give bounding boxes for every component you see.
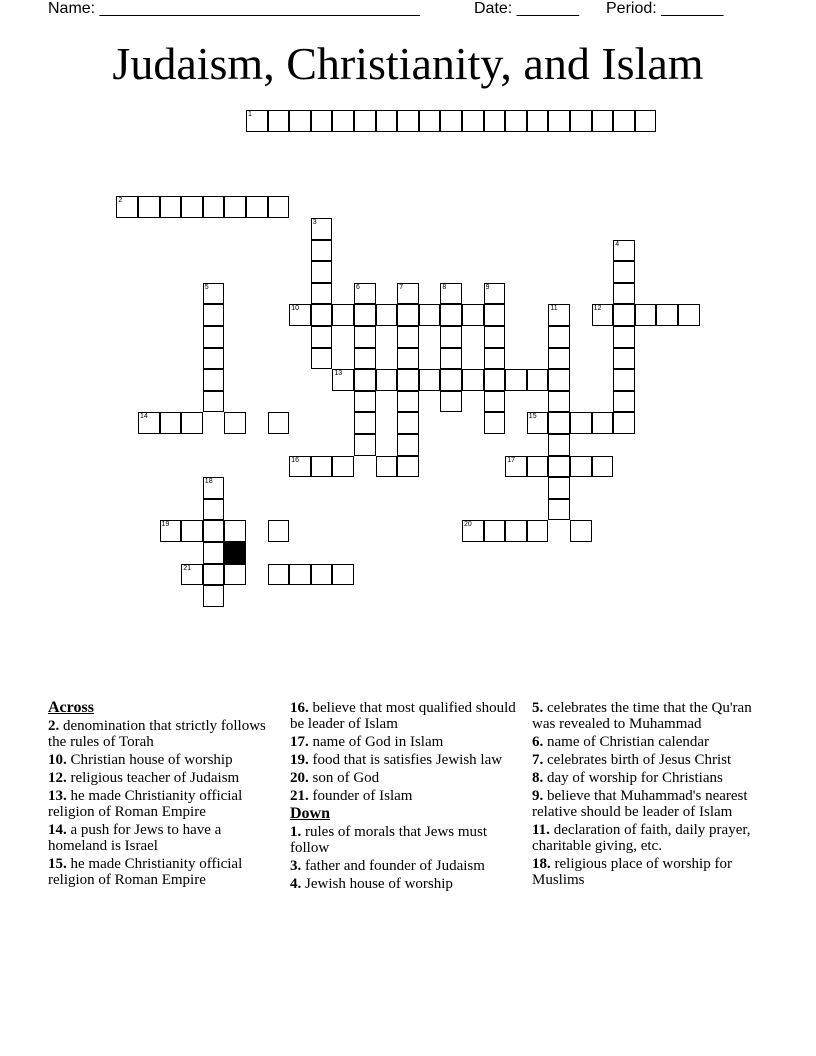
period-field[interactable]: Period: _______ <box>606 0 724 17</box>
grid-cell[interactable] <box>462 369 484 391</box>
grid-cell[interactable] <box>289 456 311 478</box>
clue-number: 16. <box>290 700 309 716</box>
grid-cell[interactable] <box>548 391 570 413</box>
grid-cell[interactable] <box>462 110 484 132</box>
clue-text: Christian house of worship <box>70 752 233 768</box>
grid-cell[interactable] <box>548 412 570 434</box>
grid-cell[interactable] <box>181 412 203 434</box>
grid-cell[interactable] <box>635 304 657 326</box>
clue-number: 21. <box>290 788 309 804</box>
clue-number: 18. <box>532 856 551 872</box>
grid-cell[interactable] <box>203 369 225 391</box>
across-clue <box>48 718 278 750</box>
cell-number: 5 <box>204 283 209 291</box>
grid-cell[interactable] <box>311 304 333 326</box>
grid-cell[interactable] <box>527 369 549 391</box>
black-cell <box>224 542 246 564</box>
down-clue <box>532 700 772 732</box>
clue-text: day of worship for Christians <box>547 770 723 786</box>
grid-cell[interactable] <box>527 456 549 478</box>
cell-number: 15 <box>528 413 537 421</box>
grid-cell[interactable] <box>440 348 462 370</box>
clue-text: name of Christian calendar <box>547 734 710 750</box>
grid-cell[interactable] <box>311 218 333 240</box>
down-clue <box>532 856 772 888</box>
grid-cell[interactable] <box>311 456 333 478</box>
cell-number: 10 <box>291 305 299 313</box>
cell-number: 17 <box>507 456 515 464</box>
grid-cell[interactable] <box>224 412 246 434</box>
cell-number: 19 <box>161 521 170 529</box>
date-field[interactable]: Date: _______ <box>474 0 579 17</box>
clue-number: 13. <box>48 788 67 804</box>
across-heading: Across <box>48 699 94 716</box>
clue-text: religious place of worship for Muslims <box>532 856 732 888</box>
clue-number: 12. <box>48 770 67 786</box>
grid-cell[interactable] <box>527 520 549 542</box>
grid-cell[interactable] <box>397 412 419 434</box>
grid-cell[interactable] <box>484 369 506 391</box>
grid-cell[interactable] <box>548 348 570 370</box>
grid-cell[interactable] <box>462 520 484 542</box>
grid-cell[interactable] <box>613 261 635 283</box>
grid-cell[interactable] <box>289 564 311 586</box>
cell-number: 14 <box>140 413 148 421</box>
cell-number: 21 <box>183 564 191 572</box>
grid-cell[interactable] <box>203 477 225 499</box>
clue-number: 10. <box>48 752 67 768</box>
cell-number: 11 <box>550 305 558 313</box>
clue-text: a push for Jews to have a homeland is Israel <box>48 822 222 854</box>
across-clue <box>48 752 278 768</box>
grid-cell[interactable] <box>397 304 419 326</box>
grid-cell[interactable] <box>116 196 138 218</box>
clue-number: 4. <box>290 876 302 892</box>
grid-cell[interactable] <box>311 110 333 132</box>
grid-cell[interactable] <box>484 520 506 542</box>
grid-cell[interactable] <box>376 304 398 326</box>
grid-cell[interactable] <box>613 412 635 434</box>
grid-cell[interactable] <box>203 542 225 564</box>
down-heading: Down <box>290 805 331 822</box>
grid-cell[interactable] <box>505 369 527 391</box>
down-clue <box>532 752 772 768</box>
down-clue <box>290 824 520 856</box>
grid-cell[interactable] <box>268 196 290 218</box>
cell-number: 20 <box>464 521 472 529</box>
grid-cell[interactable] <box>484 304 506 326</box>
across-clue <box>48 856 278 888</box>
grid-cell[interactable] <box>548 326 570 348</box>
grid-cell[interactable] <box>613 348 635 370</box>
grid-cell[interactable] <box>332 456 354 478</box>
clues-column-2 <box>290 700 520 894</box>
across-clue <box>48 770 278 786</box>
grid-cell[interactable] <box>203 326 225 348</box>
grid-cell[interactable] <box>419 110 441 132</box>
grid-cell[interactable] <box>440 283 462 305</box>
grid-cell[interactable] <box>203 304 225 326</box>
grid-cell[interactable] <box>289 110 311 132</box>
clue-text: he made Christianity official religion of Roman Empire <box>48 788 243 820</box>
clue-text: rules of morals that Jews must follow <box>290 824 488 856</box>
grid-cell[interactable] <box>311 283 333 305</box>
grid-cell[interactable] <box>548 369 570 391</box>
grid-cell[interactable] <box>548 456 570 478</box>
grid-cell[interactable] <box>311 564 333 586</box>
grid-cell[interactable] <box>354 348 376 370</box>
grid-cell[interactable] <box>440 391 462 413</box>
grid-cell[interactable] <box>203 391 225 413</box>
down-clue <box>532 734 772 750</box>
grid-cell[interactable] <box>505 110 527 132</box>
clues-column-3 <box>532 700 772 890</box>
grid-cell[interactable] <box>397 369 419 391</box>
clue-number: 2. <box>48 718 60 734</box>
grid-cell[interactable] <box>397 434 419 456</box>
grid-cell[interactable] <box>181 196 203 218</box>
grid-cell[interactable] <box>397 391 419 413</box>
across-clue <box>48 788 278 820</box>
grid-cell[interactable] <box>160 412 182 434</box>
clues-column-1 <box>48 700 278 890</box>
grid-cell[interactable] <box>613 240 635 262</box>
grid-cell[interactable] <box>484 412 506 434</box>
grid-cell[interactable] <box>332 369 354 391</box>
grid-cell[interactable] <box>440 304 462 326</box>
grid-cell[interactable] <box>224 520 246 542</box>
grid-cell[interactable] <box>332 110 354 132</box>
down-clue <box>532 822 772 854</box>
grid-cell[interactable] <box>484 348 506 370</box>
clue-number: 19. <box>290 752 309 768</box>
grid-cell[interactable] <box>548 110 570 132</box>
cell-number: 2 <box>118 197 123 205</box>
grid-cell[interactable] <box>332 304 354 326</box>
grid-cell[interactable] <box>203 564 225 586</box>
page-title: Judaism, Christianity, and Islam <box>112 38 704 89</box>
grid-cell[interactable] <box>570 412 592 434</box>
grid-cell[interactable] <box>484 110 506 132</box>
grid-cell[interactable] <box>505 520 527 542</box>
grid-cell[interactable] <box>613 369 635 391</box>
grid-cell[interactable] <box>613 304 635 326</box>
grid-cell[interactable] <box>376 110 398 132</box>
cell-number: 7 <box>399 283 404 291</box>
cell-number: 1 <box>248 111 252 118</box>
grid-cell[interactable] <box>613 283 635 305</box>
grid-cell[interactable] <box>678 304 700 326</box>
grid-cell[interactable] <box>203 348 225 370</box>
grid-cell[interactable] <box>181 520 203 542</box>
clue-text: believe that most qualified should be leader of Islam <box>290 700 516 732</box>
across-clue <box>290 752 520 768</box>
grid-cell[interactable] <box>181 564 203 586</box>
down-clue <box>532 788 772 820</box>
clue-number: 7. <box>532 752 544 768</box>
clue-number: 5. <box>532 700 544 716</box>
grid-cell[interactable] <box>548 477 570 499</box>
grid-cell[interactable] <box>224 196 246 218</box>
down-clue <box>290 876 520 892</box>
clue-number: 14. <box>48 822 67 838</box>
grid-cell[interactable] <box>419 369 441 391</box>
grid-cell[interactable] <box>376 369 398 391</box>
grid-cell[interactable] <box>203 283 225 305</box>
cell-number: 12 <box>593 305 602 313</box>
grid-cell[interactable] <box>268 520 290 542</box>
clue-text: food that is satisfies Jewish law <box>312 752 503 768</box>
clue-number: 8. <box>532 770 544 786</box>
grid-cell[interactable] <box>311 240 333 262</box>
grid-cell[interactable] <box>203 196 225 218</box>
grid-cell[interactable] <box>419 304 441 326</box>
grid-cell[interactable] <box>203 499 225 521</box>
grid-cell[interactable] <box>484 326 506 348</box>
clue-number: 3. <box>290 858 302 874</box>
grid-cell[interactable] <box>462 304 484 326</box>
clue-number: 6. <box>532 734 544 750</box>
grid-cell[interactable] <box>160 196 182 218</box>
grid-cell[interactable] <box>354 283 376 305</box>
grid-cell[interactable] <box>613 391 635 413</box>
grid-cell[interactable] <box>548 499 570 521</box>
clue-text: son of God <box>312 770 380 786</box>
grid-cell[interactable] <box>548 304 570 326</box>
cell-number: 13 <box>334 370 343 378</box>
clue-text: he made Christianity official religion of Roman Empire <box>48 856 243 888</box>
across-clue <box>290 788 520 804</box>
grid-cell[interactable] <box>397 348 419 370</box>
grid-cell[interactable] <box>311 348 333 370</box>
cell-number: 8 <box>442 283 447 291</box>
cell-number: 4 <box>615 240 620 248</box>
grid-cell[interactable] <box>160 520 182 542</box>
grid-cell[interactable] <box>224 564 246 586</box>
cell-number: 18 <box>204 478 213 486</box>
grid-cell[interactable] <box>311 261 333 283</box>
grid-cell[interactable] <box>505 456 527 478</box>
clue-number: 1. <box>290 824 302 840</box>
grid-cell[interactable] <box>635 110 657 132</box>
grid-cell[interactable] <box>440 110 462 132</box>
clue-number: 11. <box>532 822 550 838</box>
grid-cell[interactable] <box>592 304 614 326</box>
grid-cell[interactable] <box>397 456 419 478</box>
grid-cell[interactable] <box>397 110 419 132</box>
down-clue <box>532 770 772 786</box>
across-clue <box>290 770 520 786</box>
cell-number: 9 <box>485 283 490 291</box>
clue-text: name of God in Islam <box>312 734 444 750</box>
grid-cell[interactable] <box>138 196 160 218</box>
grid-cell[interactable] <box>397 283 419 305</box>
grid-cell[interactable] <box>354 391 376 413</box>
grid-cell[interactable] <box>570 456 592 478</box>
clue-text: Jewish house of worship <box>305 876 453 892</box>
grid-cell[interactable] <box>440 369 462 391</box>
clue-number: 15. <box>48 856 67 872</box>
clue-text: celebrates birth of Jesus Christ <box>547 752 732 768</box>
grid-cell[interactable] <box>289 304 311 326</box>
grid-cell[interactable] <box>527 412 549 434</box>
grid-cell[interactable] <box>311 326 333 348</box>
clue-text: believe that Muhammad's nearest relative should be leader of Islam <box>532 788 748 820</box>
grid-cell[interactable] <box>354 369 376 391</box>
grid-cell[interactable] <box>354 326 376 348</box>
grid-cell[interactable] <box>268 564 290 586</box>
name-field[interactable]: Name: ____________________________________ <box>48 0 420 17</box>
grid-cell[interactable] <box>548 434 570 456</box>
grid-cell[interactable] <box>268 110 290 132</box>
cell-number: 16 <box>291 456 299 464</box>
grid-cell[interactable] <box>440 326 462 348</box>
across-clue <box>290 700 520 732</box>
grid-cell[interactable] <box>592 456 614 478</box>
grid-cell[interactable] <box>570 520 592 542</box>
across-clue <box>290 734 520 750</box>
grid-cell[interactable] <box>354 304 376 326</box>
grid-cell[interactable] <box>397 326 419 348</box>
clue-text: celebrates the time that the Qu'ran was revealed to Muhammad <box>532 700 752 732</box>
clue-text: founder of Islam <box>312 788 413 804</box>
grid-cell[interactable] <box>354 412 376 434</box>
grid-cell[interactable] <box>203 585 225 607</box>
grid-cell[interactable] <box>592 110 614 132</box>
grid-cell[interactable] <box>332 564 354 586</box>
cell-number: 3 <box>312 219 317 226</box>
grid-cell[interactable] <box>203 520 225 542</box>
grid-cell[interactable] <box>354 110 376 132</box>
down-clue <box>290 858 520 874</box>
grid-cell[interactable] <box>570 110 592 132</box>
cell-number: 6 <box>356 283 360 291</box>
clue-text: declaration of faith, daily prayer, charitable giving, etc. <box>532 822 751 854</box>
clue-number: 20. <box>290 770 309 786</box>
grid-cell[interactable] <box>268 412 290 434</box>
grid-cell[interactable] <box>354 434 376 456</box>
grid-cell[interactable] <box>138 412 160 434</box>
grid-cell[interactable] <box>656 304 678 326</box>
clue-text: religious teacher of Judaism <box>70 770 240 786</box>
grid-cell[interactable] <box>592 412 614 434</box>
clue-number: 17. <box>290 734 309 750</box>
grid-cell[interactable] <box>613 326 635 348</box>
grid-cell[interactable] <box>527 110 549 132</box>
grid-cell[interactable] <box>376 456 398 478</box>
grid-cell[interactable] <box>246 196 268 218</box>
grid-cell[interactable] <box>484 391 506 413</box>
grid-cell[interactable] <box>613 110 635 132</box>
grid-cell[interactable] <box>484 283 506 305</box>
clue-text: denomination that strictly follows the rules of Torah <box>48 718 266 750</box>
grid-cell[interactable] <box>246 110 268 132</box>
clue-text: father and founder of Judaism <box>305 858 485 874</box>
clue-number: 9. <box>532 788 544 804</box>
across-clue <box>48 822 278 854</box>
